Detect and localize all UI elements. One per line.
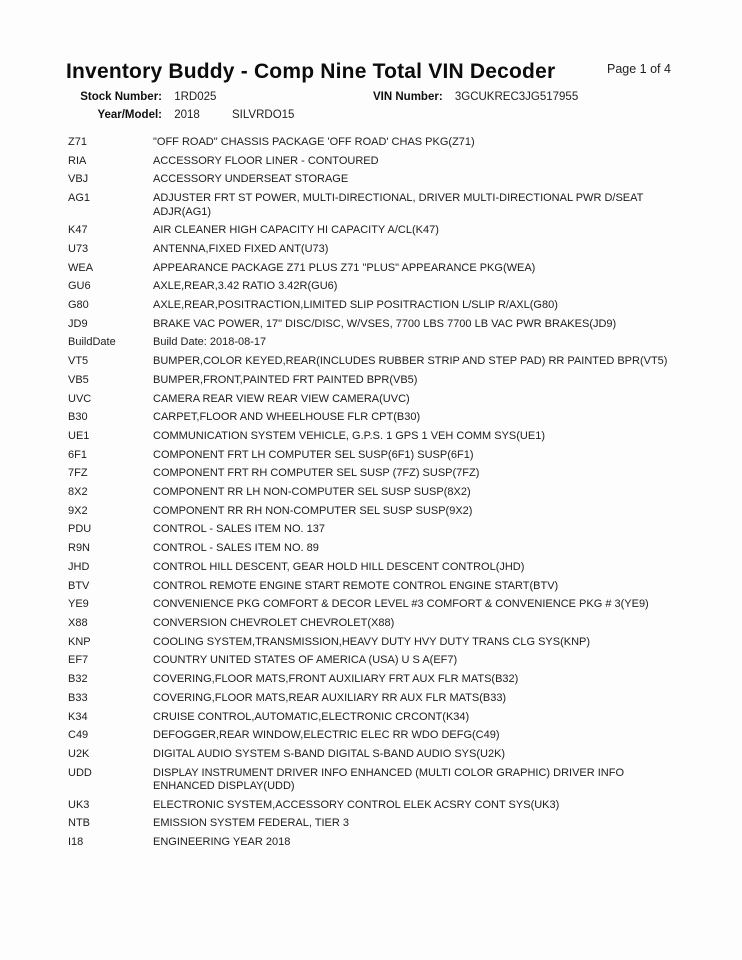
option-description: AXLE,REAR,3.42 RATIO 3.42R(GU6): [153, 280, 338, 293]
option-row: [68, 136, 690, 149]
option-code: KNP: [68, 635, 91, 648]
option-row: [68, 355, 690, 368]
option-code: UVC: [68, 392, 92, 405]
option-description: ADJUSTER FRT ST POWER, MULTI-DIRECTIONAL, DRIVER MULTI-DIRECTIONAL PWR D/SEAT ADJR(AG1): [153, 192, 644, 218]
option-code: R9N: [68, 542, 91, 555]
stock-number-label: Stock Number:: [80, 91, 162, 103]
stock-number-value: 1RD025: [174, 91, 217, 103]
option-row: [68, 636, 690, 649]
option-row: [68, 411, 690, 424]
option-row: [68, 336, 690, 349]
option-description: "OFF ROAD" CHASSIS PACKAGE 'OFF ROAD' CHAS PKG(Z71): [153, 136, 475, 148]
option-row: [68, 467, 690, 480]
option-description: CONTROL REMOTE ENGINE START REMOTE CONTROL ENGINE START(BTV): [153, 579, 559, 592]
option-description: ENGINEERING YEAR 2018: [153, 836, 291, 849]
option-code: WEA: [68, 261, 94, 274]
option-row: [68, 617, 690, 630]
option-code: K34: [68, 710, 88, 723]
option-code: VT5: [68, 355, 89, 368]
option-row: [68, 224, 690, 237]
option-code: G80: [68, 299, 89, 312]
option-description: APPEARANCE PACKAGE Z71 PLUS Z71 "PLUS" APPEARANCE PKG(WEA): [153, 261, 536, 274]
meta-row-year-model: [66, 108, 686, 122]
option-row: [68, 299, 690, 312]
header-meta: [66, 90, 686, 125]
option-row: [68, 393, 690, 406]
option-row: [68, 280, 690, 293]
option-row: [68, 654, 690, 667]
option-description: CARPET,FLOOR AND WHEELHOUSE FLR CPT(B30): [153, 411, 421, 424]
option-row: [68, 692, 690, 705]
option-row: [68, 192, 690, 219]
option-description: EMISSION SYSTEM FEDERAL, TIER 3: [153, 817, 350, 830]
meta-row-stock-vin: [66, 90, 686, 104]
option-code: Z71: [68, 136, 87, 148]
vin-group: [373, 90, 578, 104]
option-row: [68, 836, 690, 849]
option-description: BRAKE VAC POWER, 17" DISC/DISC, W/VSES, 7700 LBS 7700 LB VAC PWR BRAKES(JD9): [153, 317, 617, 330]
option-code: BuildDate: [68, 336, 116, 349]
option-description: CAMERA REAR VIEW REAR VIEW CAMERA(UVC): [153, 392, 410, 405]
option-description: BUMPER,FRONT,PAINTED FRT PAINTED BPR(VB5): [153, 373, 418, 386]
option-code: VB5: [68, 373, 89, 386]
option-description: CONVENIENCE PKG COMFORT & DECOR LEVEL #3 COMFORT & CONVENIENCE PKG # 3(YE9): [153, 598, 649, 611]
option-code: U73: [68, 242, 89, 255]
option-code: GU6: [68, 280, 91, 293]
option-row: [68, 561, 690, 574]
option-code: YE9: [68, 598, 89, 611]
option-code: 9X2: [68, 504, 88, 517]
option-description: DISPLAY INSTRUMENT DRIVER INFO ENHANCED (MULTI COLOR GRAPHIC) DRIVER INFO ENHANCED DISPLAY(UDD): [153, 766, 625, 793]
model-value: SILVRDO15: [232, 108, 295, 121]
option-description: COVERING,FLOOR MATS,REAR AUXILIARY RR AUX FLR MATS(B33): [153, 691, 507, 704]
option-description: COMMUNICATION SYSTEM VEHICLE, G.P.S. 1 GPS 1 VEH COMM SYS(UE1): [153, 429, 545, 442]
option-description: AXLE,REAR,POSITRACTION,LIMITED SLIP POSITRACTION L/SLIP R/AXL(G80): [153, 299, 558, 312]
option-code: UE1: [68, 429, 90, 442]
option-description: COUNTRY UNITED STATES OF AMERICA (USA) U S A(EF7): [153, 654, 458, 667]
option-row: [68, 486, 690, 499]
option-code: B32: [68, 673, 88, 686]
option-description: CONTROL - SALES ITEM NO. 89: [153, 542, 319, 555]
option-code: C49: [68, 729, 89, 742]
option-description: CONTROL - SALES ITEM NO. 137: [153, 523, 325, 536]
option-code: VBJ: [68, 173, 89, 186]
vin-number-label: VIN Number:: [373, 91, 443, 103]
option-description: COOLING SYSTEM,TRANSMISSION,HEAVY DUTY HVY DUTY TRANS CLG SYS(KNP): [153, 635, 591, 648]
option-description: CONVERSION CHEVROLET CHEVROLET(X88): [153, 616, 395, 629]
option-code: RIA: [68, 154, 87, 167]
year-model-label: Year/Model:: [97, 108, 162, 121]
option-code: X88: [68, 616, 88, 629]
option-code: 6F1: [68, 448, 87, 461]
option-code: B30: [68, 411, 88, 424]
option-row: [68, 748, 690, 761]
option-code: EF7: [68, 654, 89, 667]
page-indicator: Page 1 of 4: [607, 62, 671, 76]
option-row: [68, 262, 690, 275]
option-code: PDU: [68, 523, 92, 536]
option-description: CONTROL HILL DESCENT, GEAR HOLD HILL DESCENT CONTROL(JHD): [153, 560, 525, 573]
option-description: DIGITAL AUDIO SYSTEM S-BAND DIGITAL S-BAND AUDIO SYS(U2K): [153, 747, 506, 760]
option-code: U2K: [68, 747, 90, 760]
option-description: COMPONENT FRT RH COMPUTER SEL SUSP (7FZ) SUSP(7FZ): [153, 467, 480, 480]
option-row: [68, 449, 690, 462]
option-description: ELECTRONIC SYSTEM,ACCESSORY CONTROL ELEK ACSRY CONT SYS(UK3): [153, 798, 560, 811]
option-description: ACCESSORY FLOOR LINER - CONTOURED: [153, 154, 379, 167]
option-code: JD9: [68, 317, 88, 330]
option-code: B33: [68, 691, 88, 704]
year-value: 2018: [174, 108, 200, 121]
option-description: COMPONENT RR LH NON-COMPUTER SEL SUSP SUSP(8X2): [153, 486, 471, 499]
option-row: [68, 673, 690, 686]
option-row: [68, 799, 690, 812]
option-description: AIR CLEANER HIGH CAPACITY HI CAPACITY A/CL(K47): [153, 224, 439, 237]
option-row: [68, 243, 690, 256]
option-code: 7FZ: [68, 467, 88, 480]
option-description: ANTENNA,FIXED FIXED ANT(U73): [153, 242, 329, 255]
option-description: ACCESSORY UNDERSEAT STORAGE: [153, 173, 349, 186]
option-code: K47: [68, 224, 88, 237]
option-description: COVERING,FLOOR MATS,FRONT AUXILIARY FRT AUX FLR MATS(B32): [153, 673, 519, 686]
option-row: [68, 430, 690, 443]
option-row: [68, 817, 690, 830]
option-code: JHD: [68, 560, 90, 573]
option-row: [68, 173, 690, 186]
option-row: [68, 523, 690, 536]
options-table: [68, 136, 690, 855]
option-row: [68, 711, 690, 724]
option-row: [68, 542, 690, 555]
vin-number-value: 3GCUKREC3JG517955: [454, 91, 579, 103]
option-row: [68, 374, 690, 387]
option-row: [68, 598, 690, 611]
option-row: [68, 767, 690, 794]
option-description: DEFOGGER,REAR WINDOW,ELECTRIC ELEC RR WDO DEFG(C49): [153, 729, 500, 742]
page-title: Inventory Buddy - Comp Nine Total VIN Decoder: [66, 60, 556, 83]
option-row: [68, 505, 690, 518]
option-description: Build Date: 2018-08-17: [153, 336, 267, 349]
option-row: [68, 729, 690, 742]
option-description: COMPONENT RR RH NON-COMPUTER SEL SUSP SUSP(9X2): [153, 504, 473, 517]
option-row: [68, 580, 690, 593]
option-description: BUMPER,COLOR KEYED,REAR(INCLUDES RUBBER STRIP AND STEP PAD) RR PAINTED BPR(VT5): [153, 355, 668, 368]
option-description: COMPONENT FRT LH COMPUTER SEL SUSP(6F1) SUSP(6F1): [153, 448, 474, 461]
option-code: NTB: [68, 817, 90, 830]
option-code: UDD: [68, 766, 92, 779]
option-code: UK3: [68, 798, 90, 811]
option-description: CRUISE CONTROL,AUTOMATIC,ELECTRONIC CRCONT(K34): [153, 710, 470, 723]
option-code: AG1: [68, 192, 91, 205]
option-row: [68, 155, 690, 168]
option-row: [68, 318, 690, 331]
option-code: BTV: [68, 579, 90, 592]
option-code: 8X2: [68, 486, 88, 499]
option-code: I18: [68, 836, 84, 849]
